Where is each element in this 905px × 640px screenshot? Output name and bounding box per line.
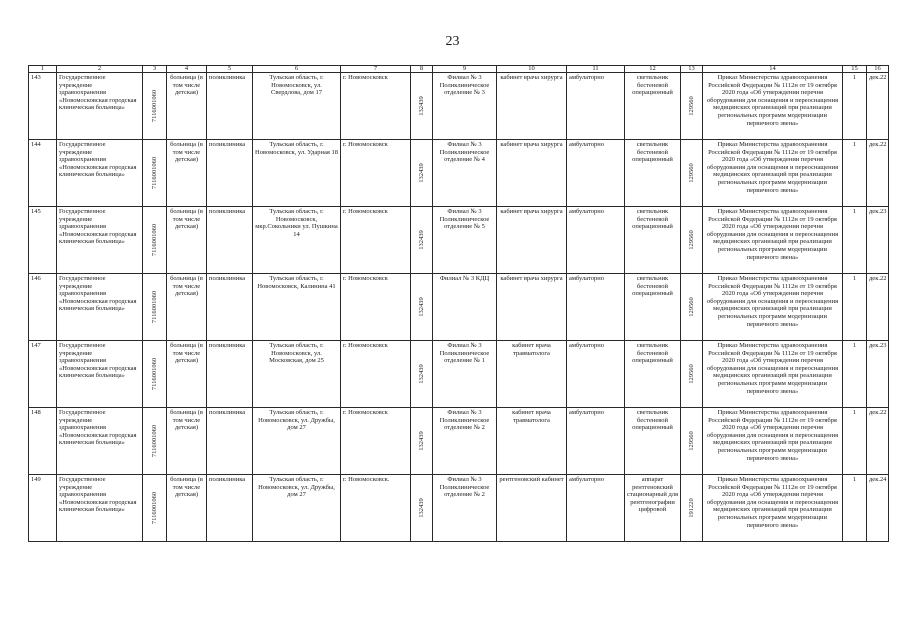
- vertical-code: 7116001060: [150, 424, 158, 458]
- table-cell-c11: амбулаторно: [567, 140, 625, 207]
- table-cell-c11: амбулаторно: [567, 207, 625, 274]
- table-cell-c10: кабинет врача хирурга: [497, 73, 567, 140]
- table-cell-c12: светильник бестеневой операционный: [625, 408, 681, 475]
- table-cell-c16: дек.22: [867, 408, 889, 475]
- table-cell-c11: амбулаторно: [567, 408, 625, 475]
- table-cell-c16: дек.23: [867, 341, 889, 408]
- table-cell-c15: 1: [843, 140, 867, 207]
- table-cell-c6: Тульская область, г. Новомосковск, ул. Дружбы, дом 27: [253, 408, 341, 475]
- table-cell-c10: рентгеновский кабинет: [497, 475, 567, 542]
- table-cell-c13: [681, 274, 703, 341]
- col-header: 9: [433, 66, 497, 73]
- col-header: 2: [57, 66, 143, 73]
- table-cell-c2: Государственное учреждение здравоохранения «Новомосковская городская клиническая больница»: [57, 475, 143, 542]
- table-row: [29, 140, 889, 207]
- table-cell-c7: г. Новомосковск: [341, 341, 411, 408]
- vertical-code: 129560: [687, 96, 695, 116]
- table-row: [29, 207, 889, 274]
- table-cell-c9: Филиал № 3 Поликлиническое отделение № 2: [433, 408, 497, 475]
- table-cell-c2: Государственное учреждение здравоохранения «Новомосковская городская клиническая больница»: [57, 341, 143, 408]
- table-cell-c8: [411, 207, 433, 274]
- table-cell-c7: г. Новомосковск: [341, 73, 411, 140]
- table-cell-c11: амбулаторно: [567, 341, 625, 408]
- col-header: 11: [567, 66, 625, 73]
- vertical-code: 132439: [417, 230, 425, 250]
- table-cell-c10: кабинет врача хирурга: [497, 140, 567, 207]
- table-cell-c7: г. Новомосковск: [341, 140, 411, 207]
- col-header: 15: [843, 66, 867, 73]
- table-cell-c15: 1: [843, 475, 867, 542]
- table-cell-c14: Приказ Министерства здравоохранения Российской Федерации № 1112н от 19 октября 2020 года «Об утверждении перечня оборудования для оснащения и переоснащения медицинских организаций при реализации региональных программ модернизации первичного звена»: [703, 274, 843, 341]
- table-cell-c15: 1: [843, 207, 867, 274]
- table-cell-c7: г. Новомосковск: [341, 408, 411, 475]
- table-cell-c4: больница (в том числе детская): [167, 73, 207, 140]
- table-cell-c12: аппарат рентгеновский стационарный для рентгенографии цифровой: [625, 475, 681, 542]
- table-cell-c3: [143, 475, 167, 542]
- table-cell-c3: [143, 73, 167, 140]
- vertical-code: 7116001060: [150, 223, 158, 257]
- vertical-code: 191220: [687, 498, 695, 518]
- col-header: 1: [29, 66, 57, 73]
- table-cell-c14: Приказ Министерства здравоохранения Российской Федерации № 1112н от 19 октября 2020 года «Об утверждении перечня оборудования для оснащения и переоснащения медицинских организаций при реализации региональных программ модернизации первичного звена»: [703, 207, 843, 274]
- col-header: 7: [341, 66, 411, 73]
- table-cell-c9: Филиал № 3 КДЦ: [433, 274, 497, 341]
- col-header: 4: [167, 66, 207, 73]
- table-row: [29, 408, 889, 475]
- table-cell-c2: Государственное учреждение здравоохранения «Новомосковская городская клиническая больница»: [57, 140, 143, 207]
- vertical-code: 129560: [687, 297, 695, 317]
- col-header: 8: [411, 66, 433, 73]
- vertical-code: 132439: [417, 431, 425, 451]
- table-cell-c5: поликлиника: [207, 140, 253, 207]
- vertical-code: 129560: [687, 230, 695, 250]
- table-cell-c15: 1: [843, 341, 867, 408]
- table-cell-c1: 145: [29, 207, 57, 274]
- table-cell-c5: поликлиника: [207, 274, 253, 341]
- table-cell-c3: [143, 140, 167, 207]
- table-cell-c5: поликлиника: [207, 341, 253, 408]
- table-cell-c8: [411, 73, 433, 140]
- table-cell-c8: [411, 140, 433, 207]
- vertical-code: 132439: [417, 163, 425, 183]
- table-cell-c12: светильник бестеневой операционный: [625, 140, 681, 207]
- col-header: 10: [497, 66, 567, 73]
- table-cell-c1: 149: [29, 475, 57, 542]
- vertical-code: 129560: [687, 364, 695, 384]
- table-cell-c7: г. Новомосковск: [341, 274, 411, 341]
- col-header: 6: [253, 66, 341, 73]
- table-cell-c4: больница (в том числе детская): [167, 274, 207, 341]
- table-cell-c12: светильник бестеневой операционный: [625, 207, 681, 274]
- table-cell-c9: Филиал № 3 Поликлиническое отделение № 5: [433, 207, 497, 274]
- table-cell-c15: 1: [843, 73, 867, 140]
- table-cell-c4: больница (в том числе детская): [167, 207, 207, 274]
- vertical-code: 7116001060: [150, 89, 158, 123]
- table-cell-c12: светильник бестеневой операционный: [625, 341, 681, 408]
- col-header: 3: [143, 66, 167, 73]
- table-cell-c12: светильник бестеневой операционный: [625, 73, 681, 140]
- vertical-code: 7116001060: [150, 357, 158, 391]
- table-cell-c1: 143: [29, 73, 57, 140]
- table-cell-c5: поликлиника: [207, 408, 253, 475]
- table-cell-c14: Приказ Министерства здравоохранения Российской Федерации № 1112н от 19 октября 2020 года «Об утверждении перечня оборудования для оснащения и переоснащения медицинских организаций при реализации региональных программ модернизации первичного звена»: [703, 475, 843, 542]
- table-cell-c5: поликлиника: [207, 207, 253, 274]
- table-cell-c6: Тульская область, г. Новомосковск, ул. Московская, дом 25: [253, 341, 341, 408]
- table-cell-c4: больница (в том числе детская): [167, 408, 207, 475]
- table-cell-c7: г. Новомосковск: [341, 207, 411, 274]
- col-header: 16: [867, 66, 889, 73]
- table-cell-c6: Тульская область, г. Новомосковск, ул. Дружбы, дом 27: [253, 475, 341, 542]
- vertical-code: 132439: [417, 498, 425, 518]
- header-row: [29, 66, 889, 73]
- table-cell-c15: 1: [843, 274, 867, 341]
- vertical-code: 7116001060: [150, 491, 158, 525]
- table-cell-c1: 146: [29, 274, 57, 341]
- table-cell-c10: кабинет врача хирурга: [497, 274, 567, 341]
- table-cell-c4: больница (в том числе детская): [167, 341, 207, 408]
- table-cell-c16: дек.23: [867, 207, 889, 274]
- table-cell-c16: дек.22: [867, 140, 889, 207]
- table-cell-c14: Приказ Министерства здравоохранения Российской Федерации № 1112н от 19 октября 2020 года «Об утверждении перечня оборудования для оснащения и переоснащения медицинских организаций при реализации региональных программ модернизации первичного звена»: [703, 73, 843, 140]
- table-cell-c1: 148: [29, 408, 57, 475]
- table-cell-c6: Тульская область, г. Новомосковск, ул. Свердлова, дом 17: [253, 73, 341, 140]
- table-cell-c3: [143, 207, 167, 274]
- table-cell-c10: кабинет врача хирурга: [497, 207, 567, 274]
- table-cell-c4: больница (в том числе детская): [167, 140, 207, 207]
- table-cell-c13: [681, 73, 703, 140]
- col-header: 5: [207, 66, 253, 73]
- table-cell-c8: [411, 408, 433, 475]
- table-cell-c13: [681, 207, 703, 274]
- vertical-code: 129560: [687, 163, 695, 183]
- equipment-table: [28, 65, 889, 542]
- col-header: 14: [703, 66, 843, 73]
- table-cell-c9: Филиал № 3 Поликлиническое отделение № 3: [433, 73, 497, 140]
- table-cell-c16: дек.22: [867, 73, 889, 140]
- table-cell-c11: амбулаторно: [567, 475, 625, 542]
- table-cell-c3: [143, 274, 167, 341]
- vertical-code: 132439: [417, 297, 425, 317]
- table-cell-c6: Тульская область, г. Новомосковск, мкр.Сокольники ул. Пушкина 14: [253, 207, 341, 274]
- vertical-code: 7116001060: [150, 156, 158, 190]
- table-cell-c5: поликлиника: [207, 475, 253, 542]
- table-cell-c10: кабинет врача травматолога: [497, 408, 567, 475]
- table-cell-c11: амбулаторно: [567, 274, 625, 341]
- table-cell-c1: 147: [29, 341, 57, 408]
- table-cell-c9: Филиал № 3 Поликлиническое отделение № 4: [433, 140, 497, 207]
- vertical-code: 129560: [687, 431, 695, 451]
- table-cell-c8: [411, 341, 433, 408]
- table-cell-c15: 1: [843, 408, 867, 475]
- table-cell-c9: Филиал № 3 Поликлиническое отделение № 2: [433, 475, 497, 542]
- table-cell-c5: поликлиника: [207, 73, 253, 140]
- table-row: [29, 341, 889, 408]
- table-cell-c7: г. Новомосковск.: [341, 475, 411, 542]
- table-cell-c2: Государственное учреждение здравоохранения «Новомосковская городская клиническая больница»: [57, 274, 143, 341]
- table-cell-c11: амбулаторно: [567, 73, 625, 140]
- table-cell-c9: Филиал № 3 Поликлиническое отделение № 1: [433, 341, 497, 408]
- table-cell-c8: [411, 274, 433, 341]
- table-cell-c4: больница (в том числе детская): [167, 475, 207, 542]
- table-cell-c13: [681, 475, 703, 542]
- table-row: [29, 475, 889, 542]
- table-cell-c2: Государственное учреждение здравоохранения «Новомосковская городская клиническая больница»: [57, 73, 143, 140]
- table-cell-c16: дек.22: [867, 274, 889, 341]
- table-cell-c8: [411, 475, 433, 542]
- table-cell-c2: Государственное учреждение здравоохранения «Новомосковская городская клиническая больница»: [57, 408, 143, 475]
- table-cell-c16: дек.24: [867, 475, 889, 542]
- table-cell-c13: [681, 408, 703, 475]
- table-row: [29, 274, 889, 341]
- table-cell-c10: кабинет врача травматолога: [497, 341, 567, 408]
- page-number: 23: [445, 34, 460, 49]
- table-cell-c13: [681, 140, 703, 207]
- table-cell-c6: Тульская область, г. Новомосковск, Калинина 41: [253, 274, 341, 341]
- vertical-code: 132439: [417, 96, 425, 116]
- vertical-code: 132439: [417, 364, 425, 384]
- table-row: [29, 73, 889, 140]
- table-cell-c2: Государственное учреждение здравоохранения «Новомосковская городская клиническая больница»: [57, 207, 143, 274]
- table-cell-c3: [143, 341, 167, 408]
- table-cell-c12: светильник бестеневой операционный: [625, 274, 681, 341]
- table-cell-c3: [143, 408, 167, 475]
- table-cell-c6: Тульская область, г. Новомосковск, ул. Ударная 18: [253, 140, 341, 207]
- table-cell-c1: 144: [29, 140, 57, 207]
- col-header: 12: [625, 66, 681, 73]
- table-cell-c13: [681, 341, 703, 408]
- table-cell-c14: Приказ Министерства здравоохранения Российской Федерации № 1112н от 19 октября 2020 года «Об утверждении перечня оборудования для оснащения и переоснащения медицинских организаций при реализации региональных программ модернизации первичного звена»: [703, 408, 843, 475]
- vertical-code: 7116001060: [150, 290, 158, 324]
- col-header: 13: [681, 66, 703, 73]
- table-cell-c14: Приказ Министерства здравоохранения Российской Федерации № 1112н от 19 октября 2020 года «Об утверждении перечня оборудования для оснащения и переоснащения медицинских организаций при реализации региональных программ модернизации первичного звена»: [703, 140, 843, 207]
- table-cell-c14: Приказ Министерства здравоохранения Российской Федерации № 1112н от 19 октября 2020 года «Об утверждении перечня оборудования для оснащения и переоснащения медицинских организаций при реализации региональных программ модернизации первичного звена»: [703, 341, 843, 408]
